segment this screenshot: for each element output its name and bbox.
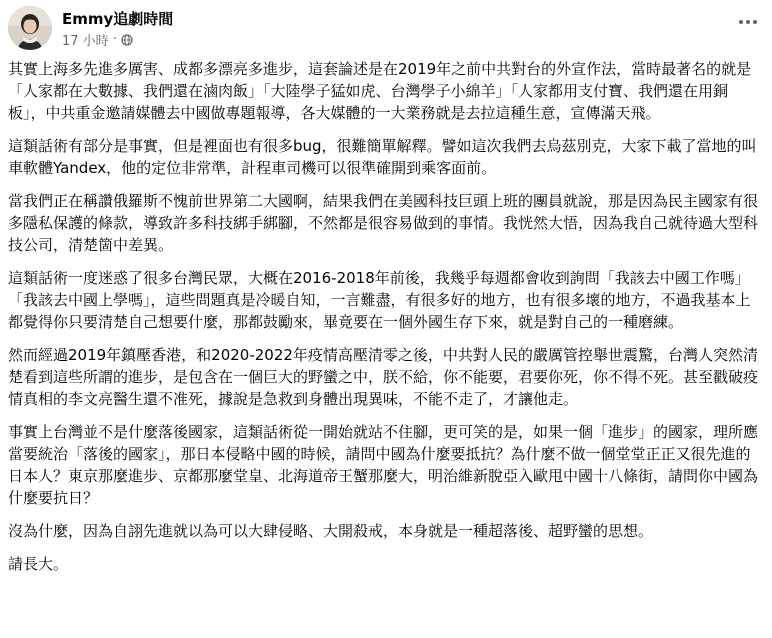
post-paragraph-6: 事實上台灣並不是什麼落後國家，這類話術從一開始就站不住腳，更可笑的是，如果一個「進步」的國家，理所應當要統治「落後的國家」，那日本侵略中國的時候，請問中國為什麼要抵抗？為什麼不做一個堂堂正正又很先進的日本人？東京那麼進步、京都那麼堂皇、北海道帝王蟹那麼大，明治維新脫亞入歐甩中國十八條街，請問你中國為什麼要抗日？ xyxy=(8,423,759,507)
globe-icon[interactable] xyxy=(121,34,133,46)
post-timestamp[interactable]: 17 小時 xyxy=(62,34,109,49)
post-header xyxy=(8,6,764,50)
post-meta xyxy=(62,30,133,49)
avatar-portrait-image xyxy=(8,6,52,50)
post-paragraph-4: 這類話術一度迷惑了很多台灣民眾，大概在2016-2018年前後，我幾乎每週都會收到詢問「我該去中國工作嗎」「我該去中國上學嗎」，這些問題真是冷暖自知，一言難盡，有很多好的地方，也有很多壞的地方，不過我基本上都覺得你只要清楚自己想要什麼，那都鼓勵來，畢竟要在一個外國生存下來，就是對自己的一種磨練。 xyxy=(8,269,751,331)
author-avatar[interactable] xyxy=(8,6,52,50)
post-paragraph-2: 這類話術有部分是事實，但是裡面也有很多bug，很難簡單解釋。譬如這次我們去烏茲別克，大家下載了當地的叫車軟體Yandex，他的定位非常準，計程車司機可以很準確開到乘客面前。 xyxy=(8,137,757,177)
post-paragraph-8: 請長大。 xyxy=(8,555,69,573)
post-paragraph-7: 沒為什麼，因為自詡先進就以為可以大肆侵略、大開殺戒，本身就是一種超落後、超野蠻的思想。 xyxy=(8,522,654,540)
post-body xyxy=(8,58,764,586)
post-paragraph-5: 然而經過2019年鎮壓香港，和2020-2022年疫情高壓清零之後，中共對人民的嚴厲管控舉世震驚，台灣人突然清楚看到這些所謂的進步，是包含在一個巨大的野蠻之中，朕不給，你不能要，君要你死，你不得不死。甚至戳破疫情真相的李文亮醫生還不准死，據說是急救到身體出現異味，不能不走了，才讓他走。 xyxy=(8,346,759,408)
more-options-icon xyxy=(738,19,758,25)
author-name[interactable]: Emmy追劇時間 xyxy=(62,10,174,28)
more-options-button[interactable] xyxy=(734,12,762,32)
post-paragraph-3: 當我們正在稱讚俄羅斯不愧前世界第二大國啊，結果我們在美國科技巨頭上班的團員就說，那是因為民主國家有很多隱私保護的條款，導致許多科技綁手綁腳，不然都是很容易做到的事情。我恍然大悟，因為我自己就待過大型科技公司，清楚箇中差異。 xyxy=(8,192,759,254)
post-paragraph-1: 其實上海多先進多厲害、成都多漂亮多進步，這套論述是在2019年之前中共對台的外宣作法，當時最著名的就是「人家都在大數據、我們還在滷肉飯」「大陸學子猛如虎、台灣學子小綿羊」「人家都用支付寶、我們還在用銅板」，中共重金邀請媒體去中國做專題報導，各大媒體的一大業務就是去拉這種生意，宣傳滿天飛。 xyxy=(8,60,752,122)
meta-separator: · xyxy=(112,32,117,47)
